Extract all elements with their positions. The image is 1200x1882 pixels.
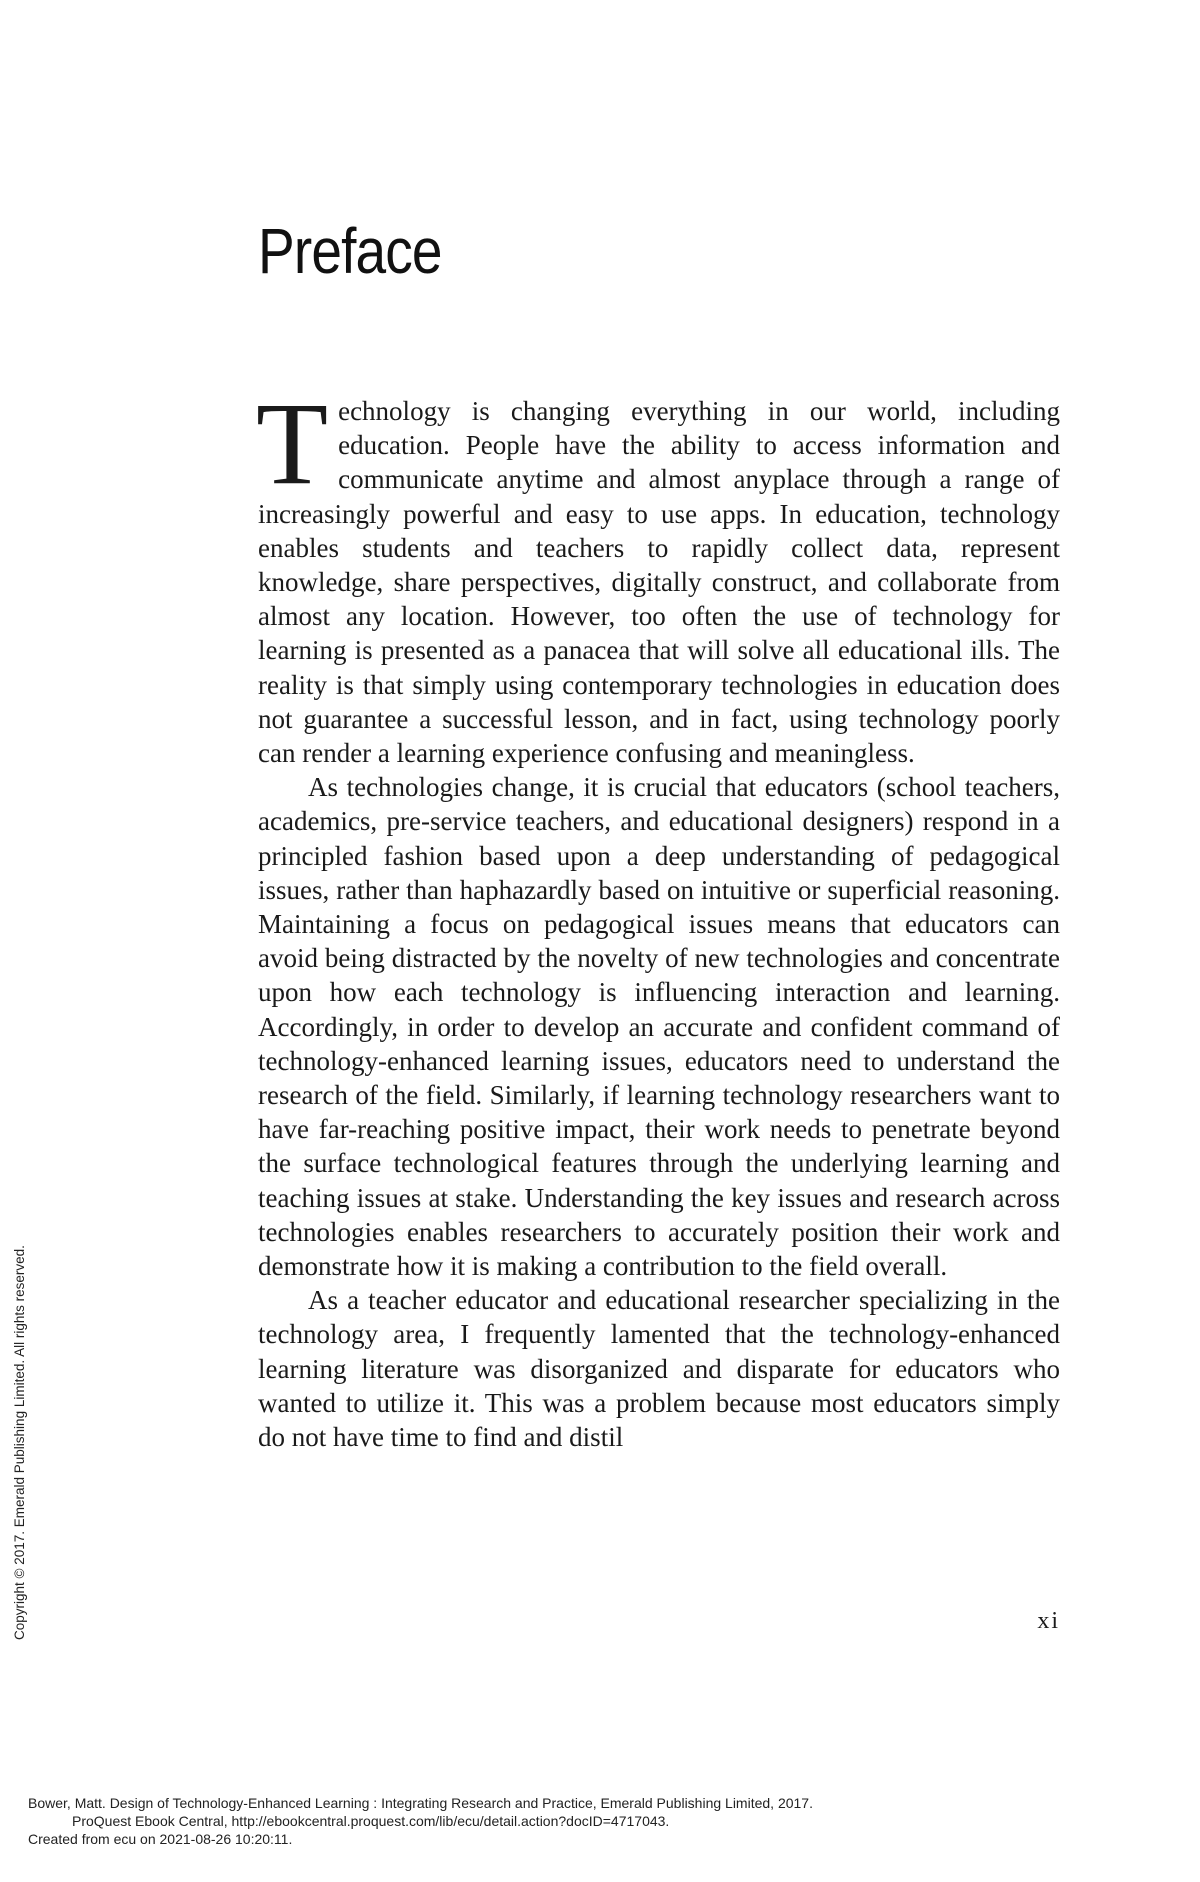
footer-citation-line: Bower, Matt. Design of Technology-Enhanced Learning : Integrating Research and Practice, Emerald Publishing Limited, 2017. (28, 1795, 813, 1811)
footer-created-line: Created from ecu on 2021-08-26 10:20:11. (28, 1831, 293, 1847)
page-title: Preface (258, 215, 442, 287)
paragraph-1-text: echnology is changing everything in our world, including education. People have the ability to access information and communicate anytime and almost anyplace through a range of increasingly powerful and easy to use apps. In education, technology enables students and teachers to rapidly collect data, represent knowledge, share perspectives, digitally construct, and collaborate from almost any location. However, too often the use of technology for learning is presented as a panacea that will solve all educational ills. The reality is that simply using contemporary technologies in education does not guarantee a successful lesson, and in fact, using technology poorly can render a learning experience confusing and meaningless. (258, 396, 1060, 769)
paragraph-3: As a teacher educator and educational researcher specializing in the technology area, I frequently lamented that the technology-enhanced learning literature was disorganized and disparate for educators who wanted to utilize it. This was a problem because most educators simply do not have time to find and distil (258, 1285, 1060, 1453)
paragraph-2: As technologies change, it is crucial that educators (school teachers, academics, pre-service teachers, and educational designers) respond in a principled fashion based upon a deep understanding of pedagogical issues, rather than haphazardly based on intuitive or superficial reasoning. Maintaining a focus on pedagogical issues means that educators can avoid being distracted by the novelty of new technologies and concentrate upon how each technology is influencing interaction and learning. Accordingly, in order to develop an accurate and confident command of technology-enhanced learning issues, educators need to understand the research of the field. Similarly, if learning technology researchers want to have far-reaching positive impact, their work needs to penetrate beyond the surface technological features through the underlying learning and teaching issues at stake. Understanding the key issues and research across technologies enables researchers to accurately position their work and demonstrate how it is making a contribution to the field overall. (258, 772, 1060, 1282)
page-number: xi (1037, 1608, 1060, 1634)
drop-cap: T (256, 378, 329, 509)
paragraph-1 (256, 378, 1060, 770)
footer-source-link: ProQuest Ebook Central, http://ebookcentral.proquest.com/lib/ecu/detail.action?docID=4717043. (72, 1813, 670, 1829)
preface-body (256, 378, 1060, 1454)
citation-footer (28, 1794, 813, 1848)
side-copyright-notice: Copyright © 2017. Emerald Publishing Limited. All rights reserved. (12, 1245, 27, 1640)
